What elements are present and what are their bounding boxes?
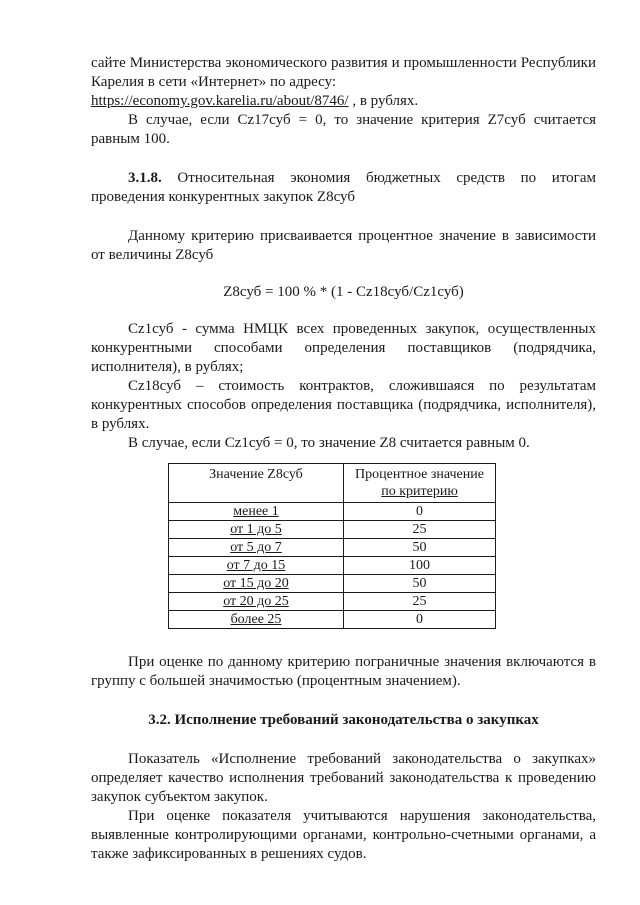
table-cell-value: 100	[344, 557, 496, 575]
table-cell-range: от 5 до 7	[169, 539, 344, 557]
paragraph-z8-condition: В случае, если Cz1суб = 0, то значение Z8 считается равным 0.	[128, 435, 530, 451]
table-cell-range: более 25	[169, 611, 344, 629]
table-header-row	[169, 464, 496, 503]
table-cell-value: 25	[344, 593, 496, 611]
paragraph-z7-condition: В случае, если Cz17суб = 0, то значение критерия Z7суб считается равным 100.	[91, 112, 596, 147]
paragraph-criterion: Данному критерию присваивается процентное значение в зависимости от величины Z8суб	[91, 228, 596, 263]
table-header-value: Значение Z8суб	[169, 464, 344, 503]
table-cell-value: 50	[344, 575, 496, 593]
criterion-table	[168, 463, 496, 629]
header-percent-line1: Процентное значение	[355, 467, 484, 482]
table-cell-range: от 20 до 25	[169, 593, 344, 611]
paragraph-indicator: Показатель «Исполнение требований законодательства о закупках» определяет качество исполнения требований законодательства к проведению закупок субъектом закупок.	[91, 751, 596, 805]
table-row	[169, 611, 496, 629]
table-row	[169, 593, 496, 611]
section-3-2-heading: 3.2. Исполнение требований законодательства о закупках	[148, 712, 539, 728]
header-percent-line2: по критерию	[381, 484, 458, 499]
table-cell-value: 0	[344, 611, 496, 629]
table-cell-range: менее 1	[169, 503, 344, 521]
table-cell-range: от 7 до 15	[169, 557, 344, 575]
paragraph-violations: При оценке показателя учитываются нарушения законодательства, выявленные контролирующими органами, контрольно-счетными органами, а также зафиксированных в решениях судов.	[91, 808, 596, 862]
definition-cz1: Cz1суб - сумма НМЦК всех проведенных закупок, осуществленных конкурентными способами определения поставщиков (подрядчика, исполнителя), в рублях;	[91, 321, 596, 375]
definition-cz18: Cz18суб – стоимость контрактов, сложившаяся по результатам конкурентных способов определения поставщика (подрядчика, исполнителя), в рублях.	[91, 378, 596, 432]
table-row	[169, 575, 496, 593]
table-row	[169, 521, 496, 539]
table-header-percent	[344, 464, 496, 503]
paragraph-boundary-values: При оценке по данному критерию пограничные значения включаются в группу с большей значимостью (процентным значением).	[91, 654, 596, 689]
website-link[interactable]: https://economy.gov.karelia.ru/about/8746/	[91, 93, 349, 109]
table-row	[169, 503, 496, 521]
table-row	[169, 557, 496, 575]
section-title: Относительная экономия бюджетных средств по итогам проведения конкурентных закупок Z8суб	[91, 170, 596, 205]
website-text: сайте Министерства экономического развития и промышленности Республики Карелия в сети «Интернет» по адресу:	[91, 55, 596, 90]
table-cell-value: 50	[344, 539, 496, 557]
table-cell-range: от 15 до 20	[169, 575, 344, 593]
formula: Z8суб = 100 % * (1 - Cz18суб/Cz1суб)	[223, 284, 464, 300]
table-cell-range: от 1 до 5	[169, 521, 344, 539]
website-tail: , в рублях.	[348, 93, 419, 109]
section-3-1-8-heading	[91, 169, 596, 207]
paragraph-website	[91, 54, 596, 111]
table-cell-value: 0	[344, 503, 496, 521]
section-number: 3.1.8.	[128, 170, 162, 186]
document-page	[91, 54, 596, 864]
table-row	[169, 539, 496, 557]
table-cell-value: 25	[344, 521, 496, 539]
